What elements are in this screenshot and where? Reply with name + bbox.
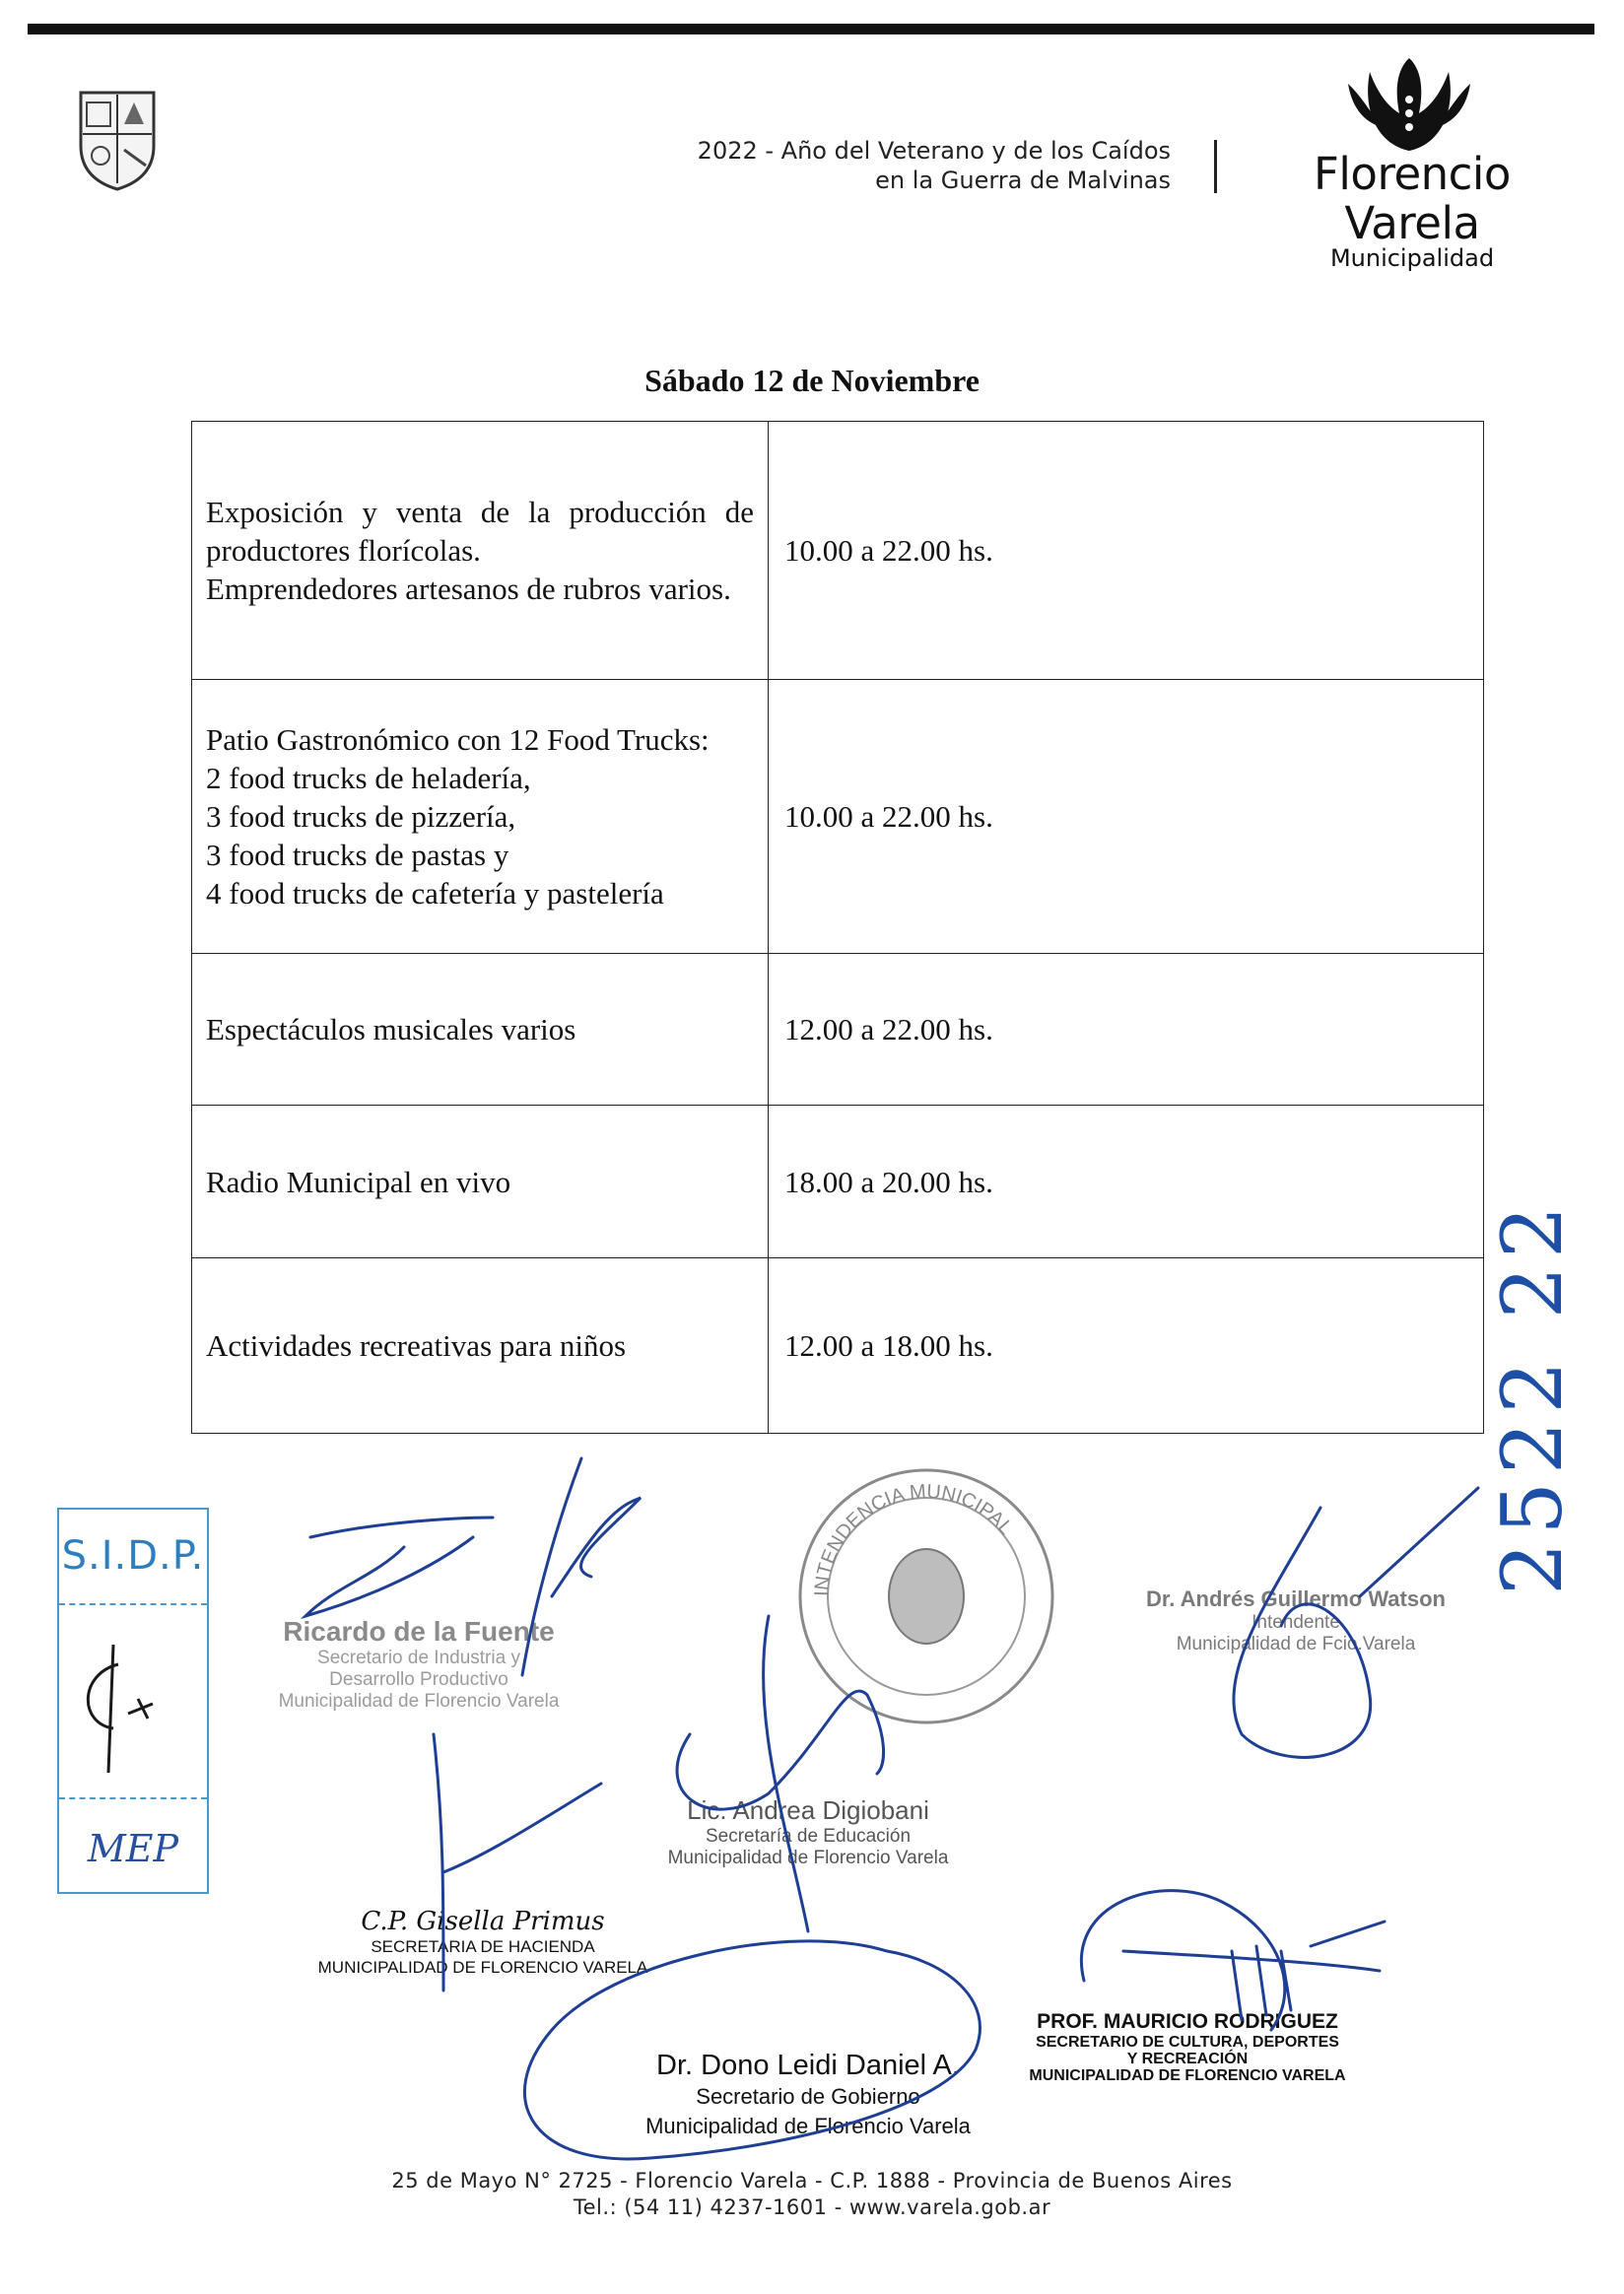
table-row	[192, 422, 1484, 680]
signature-gobierno	[611, 2050, 1005, 2141]
hours-cell: 12.00 a 18.00 hs.	[769, 1258, 1484, 1434]
signature-cultura	[1005, 2010, 1370, 2084]
activity-line: Exposición y venta de la producción de productores florícolas.	[206, 495, 754, 568]
activity-line: 3 food trucks de pastas y	[206, 838, 509, 872]
stamp-initial-area	[59, 1605, 207, 1799]
sidp-stamp	[57, 1508, 209, 1894]
table-row	[192, 1106, 1484, 1258]
signatory-title: Municipalidad de Florencio Varela	[645, 2114, 971, 2138]
schedule-table	[191, 421, 1484, 1434]
stamp-heading: S.I.D.P.	[59, 1510, 207, 1605]
activity-line: 2 food trucks de heladería,	[206, 761, 531, 795]
activity-cell	[192, 954, 769, 1106]
table-row	[192, 680, 1484, 954]
stamp-initials: MEP	[87, 1827, 179, 1870]
activity-line: Radio Municipal en vivo	[206, 1164, 511, 1199]
initial-scribble-icon	[59, 1605, 203, 1797]
signatory-title: Municipalidad de Florencio Varela	[278, 1691, 560, 1712]
municipal-crest-icon	[73, 85, 162, 193]
activity-line: Emprendedores artesanos de rubros varios.	[206, 572, 731, 606]
activity-line: 3 food trucks de pizzería,	[206, 799, 516, 834]
signatory-title: Municipalidad de Florencio Varela	[667, 1848, 949, 1868]
activity-line: Patio Gastronómico con 12 Food Trucks:	[206, 722, 710, 757]
brand-subtitle: Municipalidad	[1329, 244, 1495, 272]
signatory-title: MUNICIPALIDAD DE FLORENCIO VARELA	[317, 1958, 648, 1977]
hours-cell: 10.00 a 22.00 hs.	[769, 680, 1484, 954]
header-divider	[1214, 140, 1217, 193]
signatory-title: Secretario de Industria y	[317, 1648, 520, 1668]
brand-block	[1259, 150, 1565, 270]
hours-cell: 18.00 a 20.00 hs.	[769, 1106, 1484, 1258]
signatory-title: Intendente	[1252, 1612, 1340, 1633]
signature-industria	[237, 1616, 601, 1713]
signatory-title: SECRETARIO DE CULTURA, DEPORTES	[1036, 2034, 1339, 2051]
signature-hacienda	[286, 1907, 680, 1978]
hours-cell: 10.00 a 22.00 hs.	[769, 422, 1484, 680]
table-row	[192, 954, 1484, 1106]
signatory-title: SECRETARIA DE HACIENDA	[371, 1937, 595, 1956]
signatory-title: Secretaría de Educación	[705, 1826, 912, 1847]
signatory-name: Ricardo de la Fuente	[283, 1616, 555, 1647]
brand-name: Florencio Varela	[1314, 148, 1511, 249]
activity-cell	[192, 1258, 769, 1434]
signatory-name: Dr. Andrés Guillermo Watson	[1146, 1586, 1446, 1611]
signatory-title: Y RECREACIÓN	[1126, 2051, 1249, 2067]
signature-intendente	[1133, 1586, 1458, 1655]
motto-line-2: en la Guerra de Malvinas	[875, 167, 1171, 194]
activity-line: Espectáculos musicales varios	[206, 1012, 576, 1046]
signature-educacion	[650, 1795, 966, 1869]
activity-line: 4 food trucks de cafetería y pastelería	[206, 876, 664, 911]
signatory-title: Municipalidad de Fcio.Varela	[1176, 1634, 1416, 1654]
signatory-title: Desarrollo Productivo	[329, 1669, 508, 1690]
signatory-title: Secretario de Gobierno	[696, 2084, 920, 2109]
hours-cell: 12.00 a 22.00 hs.	[769, 954, 1484, 1106]
day-title: Sábado 12 de Noviembre	[644, 363, 980, 398]
municipal-seal-icon	[788, 1458, 1064, 1734]
top-rule	[28, 24, 1594, 34]
footer	[0, 2168, 1624, 2221]
flower-logo-icon	[1340, 54, 1478, 158]
signatory-title: MUNICIPALIDAD DE FLORENCIO VARELA	[1029, 2067, 1346, 2084]
signatory-name: C.P. Gisella Primus	[361, 1907, 605, 1936]
signatory-name: PROF. MAURICIO RODRIGUEZ	[1037, 2010, 1338, 2033]
activity-line: Actividades recreativas para niños	[206, 1328, 627, 1363]
activity-cell	[192, 1106, 769, 1258]
footer-address: 25 de Mayo N° 2725 - Florencio Varela - C.P. 1888 - Provincia de Buenos Aires	[391, 2169, 1233, 2193]
activity-cell	[192, 680, 769, 954]
seal-text: INTENDENCIA MUNICIPAL	[810, 1480, 1017, 1597]
year-motto	[698, 136, 1171, 195]
motto-line-1: 2022 - Año del Veterano y de los Caídos	[697, 137, 1171, 165]
footer-contact: Tel.: (54 11) 4237-1601 - www.varela.gob.ar	[573, 2195, 1051, 2219]
handwritten-number	[1468, 1113, 1581, 1595]
table-row	[192, 1258, 1484, 1434]
signatory-name: Dr. Dono Leidi Daniel A.	[656, 2050, 960, 2081]
activity-cell	[192, 422, 769, 680]
signatory-name: Lic. Andrea Digiobani	[687, 1795, 929, 1825]
side-number-text: 2522 22	[1484, 1197, 1581, 1595]
